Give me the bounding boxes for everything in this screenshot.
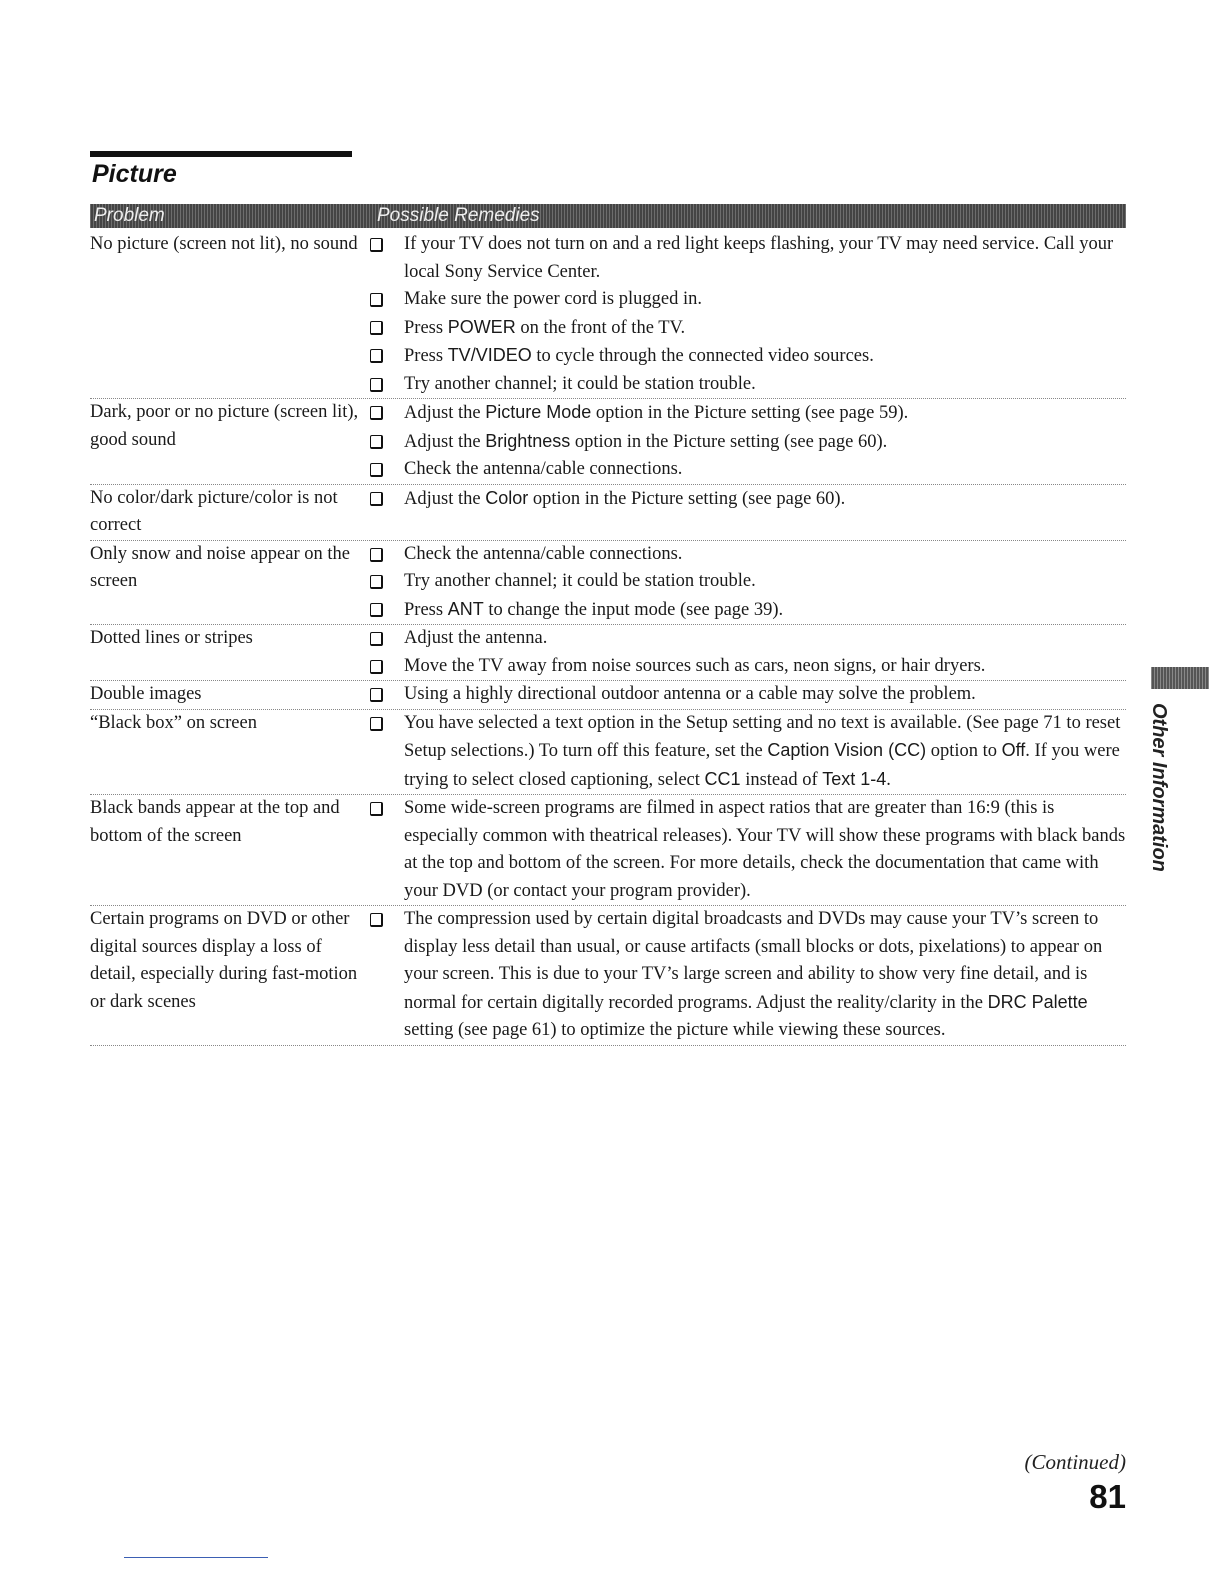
remedy-item	[370, 485, 1126, 514]
remedy-text	[404, 625, 1126, 653]
checkbox-icon	[370, 568, 404, 596]
problem-text: Black bands appear at the top and bottom of the screen	[90, 798, 340, 846]
text-segment: option in the Picture setting (see page 60).	[528, 488, 846, 509]
text-segment: Press	[404, 317, 448, 338]
setting-name: Text 1-4	[822, 768, 887, 789]
setting-name: Caption Vision (CC)	[767, 740, 927, 760]
table-header	[90, 204, 1126, 228]
remedy-item	[370, 625, 1126, 653]
checkbox-icon	[370, 231, 404, 286]
checkbox-icon	[370, 456, 404, 484]
remedy-list	[370, 625, 1126, 680]
remedy-text	[404, 795, 1126, 905]
checkbox-icon	[370, 314, 404, 343]
text-segment: Try another channel; it could be station trouble.	[404, 571, 756, 591]
header-remedies: Possible Remedies	[377, 205, 540, 226]
text-segment: option in the Picture setting (see page 59).	[591, 403, 909, 423]
remedy-item	[370, 906, 1126, 1045]
checkbox-icon	[370, 681, 404, 709]
remedy-list	[370, 485, 1126, 540]
problem-text: “Black box” on screen	[90, 712, 257, 733]
remedy-item	[370, 681, 1126, 709]
text-segment: .	[886, 769, 891, 790]
problem-text: No color/dark picture/color is not correct	[90, 487, 338, 535]
header-problem: Problem	[94, 205, 165, 226]
checkbox-icon	[370, 625, 404, 653]
checkbox-icon	[370, 653, 404, 681]
checkbox-icon	[370, 371, 404, 399]
checkbox-icon	[370, 399, 404, 428]
setting-name: DRC Palette	[987, 991, 1088, 1012]
text-segment: . If you were trying to select closed captioning, select	[404, 741, 1120, 790]
setting-name: POWER	[447, 316, 516, 337]
table-row	[90, 795, 1126, 906]
text-segment: on the front of the TV.	[515, 317, 686, 338]
remedy-text	[404, 906, 1126, 1045]
remedy-item	[370, 568, 1126, 596]
remedy-item	[370, 795, 1126, 905]
remedy-item	[370, 456, 1126, 484]
checkbox-icon	[370, 541, 404, 569]
remedy-item	[370, 541, 1126, 569]
checkbox-icon	[370, 906, 404, 1045]
checkbox-icon	[370, 710, 404, 795]
remedy-list	[370, 541, 1126, 625]
table-row	[90, 485, 1126, 541]
continued-label: (Continued)	[1024, 1450, 1126, 1474]
remedy-text	[404, 653, 1126, 681]
remedy-text	[404, 286, 1126, 314]
checkbox-icon	[370, 428, 404, 457]
table-row	[90, 681, 1126, 710]
text-segment: Some wide-screen programs are filmed in aspect ratios that are greater than 16:9 (this is especially common with theatrical releases). Your TV will show these programs with black bands at the top and bottom of the screen. For more details, check the documentation that came with your DVD (or contact your program provider).	[404, 798, 1126, 901]
checkbox-icon	[370, 485, 404, 514]
remedy-list	[370, 906, 1126, 1045]
problem-text: Dark, poor or no picture (screen lit), good sound	[90, 402, 359, 450]
remedy-text	[404, 371, 1126, 399]
text-segment: Using a highly directional outdoor antenna or a cable may solve the problem.	[404, 684, 976, 704]
table-row	[90, 231, 1126, 399]
setting-name: Picture Mode	[485, 402, 592, 422]
remedy-list	[370, 681, 1126, 709]
text-segment: Adjust the	[404, 403, 486, 423]
text-segment: Adjust the	[404, 431, 486, 452]
text-segment: You have selected a text option in the Setup setting and no text is available. (See page 71 to reset Setup selections.) To turn off this feature, set the	[404, 712, 1121, 761]
problem-text: Dotted lines or stripes	[90, 628, 253, 648]
remedy-item	[370, 428, 1126, 457]
remedy-text	[404, 231, 1126, 286]
text-segment: The compression used by certain digital broadcasts and DVDs may cause your TV’s screen to display less detail than usual, or cause artifacts (small blocks or dots, pixelations) to appear on your screen. This is due to your TV’s large screen and ability to show very fine detail, and is normal for certain digitally recorded programs. Adjust the reality/clarity in the	[404, 909, 1103, 1013]
remedy-item	[370, 653, 1126, 681]
remedy-text	[404, 596, 1126, 625]
text-segment: Make sure the power cord is plugged in.	[404, 289, 702, 309]
table-row	[90, 906, 1126, 1046]
side-tab-label: Other Information	[1148, 703, 1170, 872]
side-tab-marker	[1151, 667, 1209, 689]
table-row	[90, 710, 1126, 796]
section-title: Picture	[92, 160, 177, 188]
setting-name: Off	[1001, 740, 1026, 760]
text-segment: Press	[404, 346, 448, 366]
text-segment: If your TV does not turn on and a red light keeps flashing, your TV may need service. Call your local Sony Service Center.	[404, 234, 1114, 282]
remedy-text	[404, 456, 1126, 484]
text-segment: to change the input mode (see page 39).	[483, 599, 784, 620]
remedy-text	[404, 568, 1126, 596]
remedy-text	[404, 681, 1126, 709]
remedy-item	[370, 231, 1126, 286]
remedy-text	[404, 541, 1126, 569]
page-number: 81	[1089, 1478, 1126, 1515]
setting-name: Color	[485, 487, 529, 508]
remedy-list	[370, 231, 1126, 398]
remedy-item	[370, 371, 1126, 399]
text-segment: Move the TV away from noise sources such as cars, neon signs, or hair dryers.	[404, 655, 986, 676]
table-row	[90, 399, 1126, 485]
text-segment: Check the antenna/cable connections.	[404, 543, 683, 564]
checkbox-icon	[370, 342, 404, 371]
checkbox-icon	[370, 795, 404, 905]
remedy-item	[370, 710, 1126, 795]
remedy-item	[370, 286, 1126, 314]
table-row	[90, 541, 1126, 626]
checkbox-icon	[370, 286, 404, 314]
text-segment: Check the antenna/cable connections.	[404, 459, 683, 479]
text-segment: to cycle through the connected video sources.	[531, 346, 874, 366]
setting-name: TV/VIDEO	[447, 345, 532, 365]
setting-name: CC1	[704, 768, 741, 789]
remedy-item	[370, 596, 1126, 625]
remedy-list	[370, 399, 1126, 484]
section-rule	[90, 151, 352, 157]
text-segment: option in the Picture setting (see page 60).	[570, 431, 888, 452]
text-segment: Adjust the antenna.	[404, 628, 548, 648]
remedy-item	[370, 399, 1126, 428]
remedy-text	[404, 428, 1126, 457]
setting-name: ANT	[447, 598, 484, 619]
text-segment: instead of	[740, 769, 823, 790]
text-segment: Try another channel; it could be station trouble.	[404, 373, 756, 394]
bottom-rule	[124, 1557, 268, 1558]
remedy-text	[404, 710, 1126, 795]
remedy-text	[404, 399, 1126, 428]
remedy-text	[404, 342, 1126, 371]
text-segment: Press	[404, 599, 448, 620]
remedy-list	[370, 710, 1126, 795]
remedy-list	[370, 795, 1126, 905]
checkbox-icon	[370, 596, 404, 625]
remedy-text	[404, 314, 1126, 343]
table-row	[90, 625, 1126, 681]
problem-text: Certain programs on DVD or other digital sources display a loss of detail, especially during fast-motion or dark scenes	[90, 909, 358, 1012]
text-segment: setting (see page 61) to optimize the picture while viewing these sources.	[404, 1020, 946, 1040]
text-segment: Adjust the	[404, 488, 486, 509]
problem-text: No picture (screen not lit), no sound	[90, 234, 358, 254]
problem-text: Only snow and noise appear on the screen	[90, 543, 350, 591]
problem-text: Double images	[90, 684, 202, 704]
setting-name: Brightness	[485, 430, 571, 451]
remedy-item	[370, 342, 1126, 371]
troubleshooting-table	[90, 231, 1126, 1046]
text-segment: option to	[926, 741, 1002, 761]
remedy-text	[404, 485, 1126, 514]
remedy-item	[370, 314, 1126, 343]
